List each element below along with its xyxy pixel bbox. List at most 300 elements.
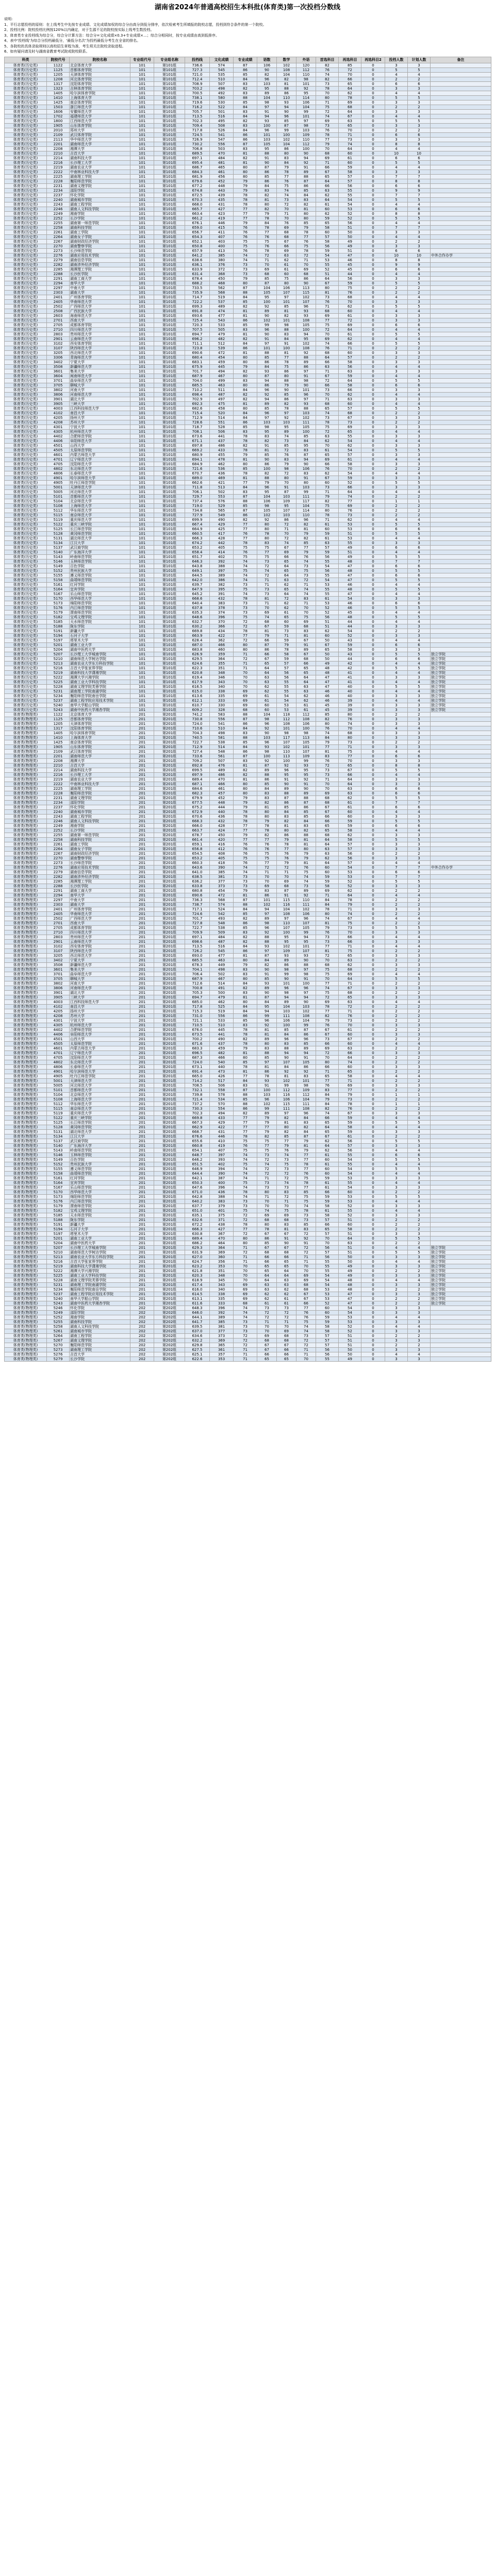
table-cell: 体育类(物理类) bbox=[5, 944, 47, 948]
table-cell: 2710 bbox=[47, 327, 70, 332]
table-cell: 73 bbox=[316, 935, 339, 939]
table-cell bbox=[431, 754, 491, 758]
table-cell: 74 bbox=[296, 879, 316, 884]
table-cell: 93 bbox=[277, 953, 296, 958]
table-cell: 0 bbox=[361, 930, 385, 935]
table-cell: 第201组 bbox=[154, 1018, 185, 1023]
table-cell: 2261 bbox=[47, 230, 70, 234]
table-cell: 体育类(历史类) bbox=[5, 397, 47, 401]
table-cell: 吉首大学 bbox=[70, 763, 130, 768]
table-cell: 72 bbox=[316, 378, 339, 383]
table-cell: 体育类(历史类) bbox=[5, 350, 47, 355]
table-cell: 84 bbox=[277, 336, 296, 341]
table-cell: 2 bbox=[408, 1046, 431, 1050]
table-cell: 51 bbox=[339, 1245, 361, 1250]
table-row bbox=[5, 735, 491, 740]
table-cell: 66 bbox=[339, 939, 361, 944]
table-cell: 体育类(历史类) bbox=[5, 559, 47, 564]
table-cell: 5 bbox=[408, 341, 431, 346]
table-cell: 106 bbox=[296, 100, 316, 105]
table-cell: 70 bbox=[234, 1264, 257, 1268]
table-cell: 5 bbox=[408, 197, 431, 202]
table-cell: 4 bbox=[385, 1208, 408, 1213]
table-cell: 73 bbox=[234, 272, 257, 276]
table-cell: 92 bbox=[277, 763, 296, 768]
table-cell: 73 bbox=[234, 884, 257, 888]
table-cell: 677.5 bbox=[185, 800, 210, 805]
table-cell: 2222 bbox=[47, 170, 70, 174]
table-cell: 4 bbox=[385, 1199, 408, 1204]
table-cell bbox=[431, 378, 491, 383]
table-cell: 57 bbox=[316, 234, 339, 239]
table-cell: 2219 bbox=[47, 165, 70, 170]
table-cell: 湖南农业大学东方科技学院 bbox=[70, 661, 130, 666]
table-cell: 46 bbox=[339, 605, 361, 610]
table-cell: 体育类(物理类) bbox=[5, 1268, 47, 1273]
table-cell: 616.5 bbox=[185, 684, 210, 689]
table-cell: 64 bbox=[316, 842, 339, 846]
table-cell: 6 bbox=[385, 183, 408, 188]
table-cell bbox=[431, 1120, 491, 1125]
table-cell: 439 bbox=[210, 193, 234, 197]
table-cell: 0 bbox=[361, 837, 385, 842]
table-cell: 5 bbox=[408, 448, 431, 452]
table-cell: 83 bbox=[296, 448, 316, 452]
table-cell: 2 bbox=[385, 1227, 408, 1231]
table-cell: 72 bbox=[296, 1245, 316, 1250]
table-cell: 68 bbox=[296, 1287, 316, 1292]
table-cell: 5210 bbox=[47, 656, 70, 661]
table-cell: 364 bbox=[210, 1245, 234, 1250]
table-cell: 5 bbox=[385, 197, 408, 202]
table-cell: 91 bbox=[257, 156, 277, 160]
table-cell: 3705 bbox=[47, 383, 70, 387]
table-cell: 75 bbox=[339, 921, 361, 925]
table-cell: 5152 bbox=[47, 1162, 70, 1166]
table-cell: 717.8 bbox=[185, 1004, 210, 1009]
table-cell: 63 bbox=[277, 253, 296, 258]
table-cell: 76 bbox=[339, 290, 361, 295]
table-cell: 3 bbox=[408, 369, 431, 374]
table-cell: 88 bbox=[257, 350, 277, 355]
table-row bbox=[5, 833, 491, 837]
table-cell bbox=[431, 448, 491, 452]
table-cell: 体育类(物理类) bbox=[5, 1176, 47, 1180]
table-cell: 201 bbox=[130, 772, 154, 777]
table-cell: 675.9 bbox=[185, 364, 210, 369]
table-cell: 3 bbox=[408, 397, 431, 401]
table-cell: 66 bbox=[277, 244, 296, 248]
table-cell: 体育类(物理类) bbox=[5, 1055, 47, 1060]
table-cell: 第201组 bbox=[154, 1166, 185, 1171]
table-cell: 独立学院 bbox=[431, 661, 491, 666]
table-cell: 477 bbox=[210, 953, 234, 958]
table-cell: 495 bbox=[210, 118, 234, 123]
table-cell: 101 bbox=[130, 638, 154, 642]
table-cell: 201 bbox=[130, 1180, 154, 1185]
table-cell: 长沙理工大学城南学院 bbox=[70, 1245, 130, 1250]
table-cell: 57 bbox=[339, 406, 361, 411]
table-cell: 第101组 bbox=[154, 230, 185, 234]
table-cell: 0 bbox=[361, 517, 385, 522]
table-cell: 87 bbox=[234, 508, 257, 513]
table-cell: 55 bbox=[339, 188, 361, 193]
table-cell: 0 bbox=[361, 888, 385, 893]
table-cell: 邵阳学院 bbox=[70, 800, 130, 805]
table-cell: 3 bbox=[408, 299, 431, 304]
table-cell: 535 bbox=[210, 72, 234, 77]
table-cell: 683.3 bbox=[185, 1046, 210, 1050]
table-cell: 5 bbox=[385, 216, 408, 221]
table-cell: 101 bbox=[130, 137, 154, 142]
table-cell: 67 bbox=[277, 1245, 296, 1250]
table-cell: 第201组 bbox=[154, 721, 185, 726]
table-cell: 446 bbox=[210, 221, 234, 225]
table-cell: 体育类(历史类) bbox=[5, 522, 47, 527]
table-cell: 201 bbox=[130, 907, 154, 911]
table-cell: 80 bbox=[296, 480, 316, 485]
table-cell: 67 bbox=[316, 476, 339, 480]
table-row bbox=[5, 721, 491, 726]
table-cell: 第101组 bbox=[154, 545, 185, 550]
table-cell: 101 bbox=[130, 360, 154, 364]
table-cell: 100 bbox=[277, 1023, 296, 1027]
table-cell: 66 bbox=[316, 383, 339, 387]
table-cell: 76 bbox=[234, 860, 257, 865]
table-cell bbox=[431, 327, 491, 332]
table-cell: 74 bbox=[296, 591, 316, 596]
table-cell: 97 bbox=[257, 911, 277, 916]
table-cell: 80 bbox=[234, 786, 257, 791]
table-cell: 48 bbox=[339, 568, 361, 573]
table-cell: 2 bbox=[408, 1078, 431, 1083]
table-cell: 106 bbox=[277, 1018, 296, 1023]
table-cell: 705.3 bbox=[185, 990, 210, 995]
table-cell: 64 bbox=[277, 573, 296, 578]
table-cell: 81 bbox=[234, 1069, 257, 1074]
table-cell: 2 bbox=[408, 1333, 431, 1338]
table-cell: 84 bbox=[234, 744, 257, 749]
table-cell: 366 bbox=[210, 624, 234, 629]
table-cell: 69 bbox=[277, 1329, 296, 1333]
table-cell: 3 bbox=[408, 443, 431, 448]
table-cell: 622.3 bbox=[185, 666, 210, 670]
table-row bbox=[5, 554, 491, 559]
table-cell: 82 bbox=[316, 1106, 339, 1111]
table-cell: 79 bbox=[257, 480, 277, 485]
table-cell: 0 bbox=[361, 318, 385, 323]
table-cell: 2279 bbox=[47, 258, 70, 262]
table-cell: 湖南财政经济学院 bbox=[70, 851, 130, 856]
table-cell: 462 bbox=[210, 462, 234, 466]
table-cell: 0 bbox=[361, 1208, 385, 1213]
table-cell: 2 bbox=[385, 948, 408, 953]
table-cell: 3 bbox=[385, 675, 408, 680]
table-cell: 356 bbox=[210, 1259, 234, 1264]
table-cell: 体育类(历史类) bbox=[5, 179, 47, 183]
table-cell: 68 bbox=[277, 1250, 296, 1255]
table-cell: 65 bbox=[339, 995, 361, 999]
table-cell bbox=[431, 313, 491, 318]
table-row bbox=[5, 1106, 491, 1111]
table-cell: 第101组 bbox=[154, 160, 185, 165]
table-cell: 第201组 bbox=[154, 1259, 185, 1264]
table-cell: 体育类(物理类) bbox=[5, 1134, 47, 1139]
table-row bbox=[5, 642, 491, 647]
table-cell: 90 bbox=[296, 151, 316, 156]
table-cell: 82 bbox=[234, 1037, 257, 1041]
table-cell: 独立学院 bbox=[431, 1278, 491, 1282]
table-cell: 104 bbox=[257, 95, 277, 100]
table-cell: 体育类(物理类) bbox=[5, 897, 47, 902]
table-cell: 434 bbox=[210, 629, 234, 633]
table-cell: 66 bbox=[257, 1255, 277, 1259]
table-cell: 87 bbox=[234, 494, 257, 499]
table-cell: 79 bbox=[234, 179, 257, 183]
table-cell: 96 bbox=[277, 768, 296, 772]
table-cell: 2 bbox=[408, 629, 431, 633]
table-cell: 104 bbox=[296, 1018, 316, 1023]
table-cell: 558 bbox=[210, 1088, 234, 1092]
table-row bbox=[5, 202, 491, 207]
table-cell: 第201组 bbox=[154, 1282, 185, 1287]
table-row bbox=[5, 763, 491, 768]
table-cell: 78 bbox=[339, 897, 361, 902]
table-cell: 97 bbox=[277, 295, 296, 299]
table-row bbox=[5, 160, 491, 165]
table-cell: 59 bbox=[339, 642, 361, 647]
table-cell: 71 bbox=[234, 661, 257, 666]
table-cell: 99 bbox=[296, 1023, 316, 1027]
table-cell: 72 bbox=[234, 1217, 257, 1222]
table-cell: 10 bbox=[385, 253, 408, 258]
table-cell: 6 bbox=[385, 383, 408, 387]
table-cell: 0 bbox=[361, 118, 385, 123]
table-cell: 2234 bbox=[47, 188, 70, 193]
table-cell: 56 bbox=[339, 183, 361, 188]
table-cell: 82 bbox=[257, 193, 277, 197]
table-cell: 0 bbox=[361, 406, 385, 411]
table-cell: 55 bbox=[339, 540, 361, 545]
table-cell: 103 bbox=[277, 494, 296, 499]
table-cell: 450 bbox=[210, 276, 234, 281]
table-cell: 5 bbox=[385, 531, 408, 536]
table-cell: 64 bbox=[339, 1236, 361, 1241]
table-cell: 104 bbox=[296, 1097, 316, 1101]
table-cell: 98 bbox=[257, 100, 277, 105]
table-cell: 独立学院 bbox=[431, 656, 491, 661]
table-cell bbox=[431, 962, 491, 967]
table-cell: 第101组 bbox=[154, 165, 185, 170]
table-cell: 103 bbox=[257, 137, 277, 142]
table-cell: 201 bbox=[130, 967, 154, 972]
table-cell: 湖南工程学院 bbox=[70, 202, 130, 207]
table-cell: 101 bbox=[130, 415, 154, 420]
table-cell: 第101组 bbox=[154, 360, 185, 364]
table-cell: 0 bbox=[361, 735, 385, 740]
table-cell: 5176 bbox=[47, 1199, 70, 1204]
table-cell: 534 bbox=[210, 1097, 234, 1101]
table-cell: 90 bbox=[257, 457, 277, 462]
table-cell: 5240 bbox=[47, 1296, 70, 1301]
table-cell: 体育类(物理类) bbox=[5, 749, 47, 754]
table-cell: 103 bbox=[296, 1004, 316, 1009]
table-cell: 201 bbox=[130, 1120, 154, 1125]
table-cell: 2 bbox=[385, 513, 408, 517]
table-cell: 613.1 bbox=[185, 1296, 210, 1301]
table-cell bbox=[431, 211, 491, 216]
table-cell: 730.8 bbox=[185, 717, 210, 721]
table-cell: 5134 bbox=[47, 540, 70, 545]
table-cell: 71 bbox=[296, 1259, 316, 1264]
table-cell: 第101组 bbox=[154, 318, 185, 323]
table-cell: 111 bbox=[296, 1101, 316, 1106]
table-cell: 78 bbox=[257, 828, 277, 833]
table-cell: 98 bbox=[296, 972, 316, 976]
table-cell: 体育类(历史类) bbox=[5, 420, 47, 425]
table-cell: 体育类(历史类) bbox=[5, 81, 47, 86]
table-cell: 68 bbox=[296, 272, 316, 276]
table-cell: 3 bbox=[385, 1129, 408, 1134]
table-cell: 78 bbox=[277, 842, 296, 846]
table-cell: 沈阳体育学院 bbox=[70, 81, 130, 86]
table-cell: 3 bbox=[385, 930, 408, 935]
table-cell: 84 bbox=[257, 183, 277, 188]
table-cell: 389 bbox=[210, 1315, 234, 1319]
table-cell: 内江师范学院 bbox=[70, 1199, 130, 1204]
table-cell: 104 bbox=[277, 907, 296, 911]
table-cell: 87 bbox=[234, 63, 257, 67]
table-cell: 49 bbox=[339, 1264, 361, 1268]
table-cell: 717.8 bbox=[185, 128, 210, 132]
table-row bbox=[5, 814, 491, 819]
table-cell: 第101组 bbox=[154, 485, 185, 489]
table-cell: 55 bbox=[316, 262, 339, 267]
table-cell: 81 bbox=[234, 332, 257, 336]
table-cell: 体育类(历史类) bbox=[5, 624, 47, 629]
table-cell: 独立学院 bbox=[431, 666, 491, 670]
table-cell: 独立学院 bbox=[431, 1264, 491, 1268]
table-cell: 3 bbox=[408, 1050, 431, 1055]
table-row bbox=[5, 1236, 491, 1241]
table-cell: 69 bbox=[234, 698, 257, 703]
table-cell: 67 bbox=[339, 1111, 361, 1115]
table-cell: 湖南农业大学 bbox=[70, 165, 130, 170]
table-cell: 哈尔滨体育学院 bbox=[70, 731, 130, 735]
table-cell: 96 bbox=[257, 77, 277, 81]
table-row bbox=[5, 1055, 491, 1060]
table-cell: 101 bbox=[130, 188, 154, 193]
table-row bbox=[5, 1148, 491, 1153]
table-cell: 79 bbox=[234, 452, 257, 457]
table-cell: 69 bbox=[339, 503, 361, 508]
table-cell: 73 bbox=[257, 1180, 277, 1185]
table-body bbox=[5, 63, 491, 1361]
table-cell bbox=[431, 1329, 491, 1333]
table-cell bbox=[431, 494, 491, 499]
table-cell: 202 bbox=[130, 1315, 154, 1319]
table-cell: 101 bbox=[130, 309, 154, 313]
table-cell: 79 bbox=[257, 1115, 277, 1120]
table-cell: 48 bbox=[339, 1278, 361, 1282]
table-cell: 0 bbox=[361, 856, 385, 860]
table-cell: 676.6 bbox=[185, 1134, 210, 1139]
table-cell: 355 bbox=[210, 661, 234, 666]
table-cell: 84 bbox=[257, 221, 277, 225]
table-cell: 第201组 bbox=[154, 795, 185, 800]
table-cell bbox=[431, 888, 491, 893]
table-cell: 201 bbox=[130, 1139, 154, 1143]
table-cell: 80 bbox=[316, 721, 339, 726]
table-cell: 第201组 bbox=[154, 884, 185, 888]
table-cell: 4 bbox=[408, 1259, 431, 1264]
table-cell: 5197 bbox=[47, 1231, 70, 1236]
table-cell: 71 bbox=[257, 1194, 277, 1199]
table-cell: 69 bbox=[296, 1273, 316, 1278]
table-cell: 2303 bbox=[47, 290, 70, 295]
table-cell: 49 bbox=[339, 1268, 361, 1273]
table-cell: 60 bbox=[339, 309, 361, 313]
table-cell: 怀化学院 bbox=[70, 805, 130, 809]
table-row bbox=[5, 415, 491, 420]
table-cell: 201 bbox=[130, 805, 154, 809]
table-cell: 第101组 bbox=[154, 707, 185, 712]
table-cell: 宝鸡文理学院 bbox=[70, 1208, 130, 1213]
table-cell: 54 bbox=[339, 1171, 361, 1176]
table-cell: 第201组 bbox=[154, 1208, 185, 1213]
table-cell: 91 bbox=[277, 1236, 296, 1241]
table-cell: 2216 bbox=[47, 772, 70, 777]
table-row bbox=[5, 911, 491, 916]
table-cell: 4 bbox=[385, 1115, 408, 1120]
table-cell: 78 bbox=[296, 1180, 316, 1185]
table-cell: 0 bbox=[361, 1273, 385, 1278]
table-cell: 第201组 bbox=[154, 856, 185, 860]
table-cell: 90 bbox=[257, 313, 277, 318]
table-cell: 64 bbox=[316, 1143, 339, 1148]
table-cell: 465 bbox=[210, 165, 234, 170]
table-cell: 101 bbox=[130, 81, 154, 86]
table-cell: 202 bbox=[130, 1310, 154, 1315]
table-row bbox=[5, 948, 491, 953]
table-cell: 53 bbox=[316, 601, 339, 605]
table-row bbox=[5, 800, 491, 805]
table-row bbox=[5, 272, 491, 276]
table-cell: 75 bbox=[316, 425, 339, 429]
table-cell: 2 bbox=[408, 1190, 431, 1194]
table-cell: 120 bbox=[296, 63, 316, 67]
table-row bbox=[5, 1101, 491, 1106]
table-cell: 81 bbox=[296, 633, 316, 638]
table-cell: 5252 bbox=[47, 1315, 70, 1319]
table-cell: 101 bbox=[130, 448, 154, 452]
table-cell: 体育类(物理类) bbox=[5, 921, 47, 925]
table-cell: 104 bbox=[296, 105, 316, 109]
table-cell bbox=[431, 749, 491, 754]
table-cell: 5237 bbox=[47, 698, 70, 703]
table-cell: 0 bbox=[361, 865, 385, 870]
table-cell: 0 bbox=[361, 1129, 385, 1134]
table-cell bbox=[431, 935, 491, 939]
table-cell: 5225 bbox=[47, 680, 70, 684]
table-cell: 90 bbox=[296, 281, 316, 285]
table-cell: 201 bbox=[130, 1046, 154, 1050]
table-cell: 2 bbox=[385, 420, 408, 425]
table-cell: 四川师范大学 bbox=[70, 930, 130, 935]
table-cell: 391 bbox=[210, 591, 234, 596]
table-cell: 2 bbox=[408, 1217, 431, 1222]
table-cell: 724.0 bbox=[185, 1060, 210, 1064]
